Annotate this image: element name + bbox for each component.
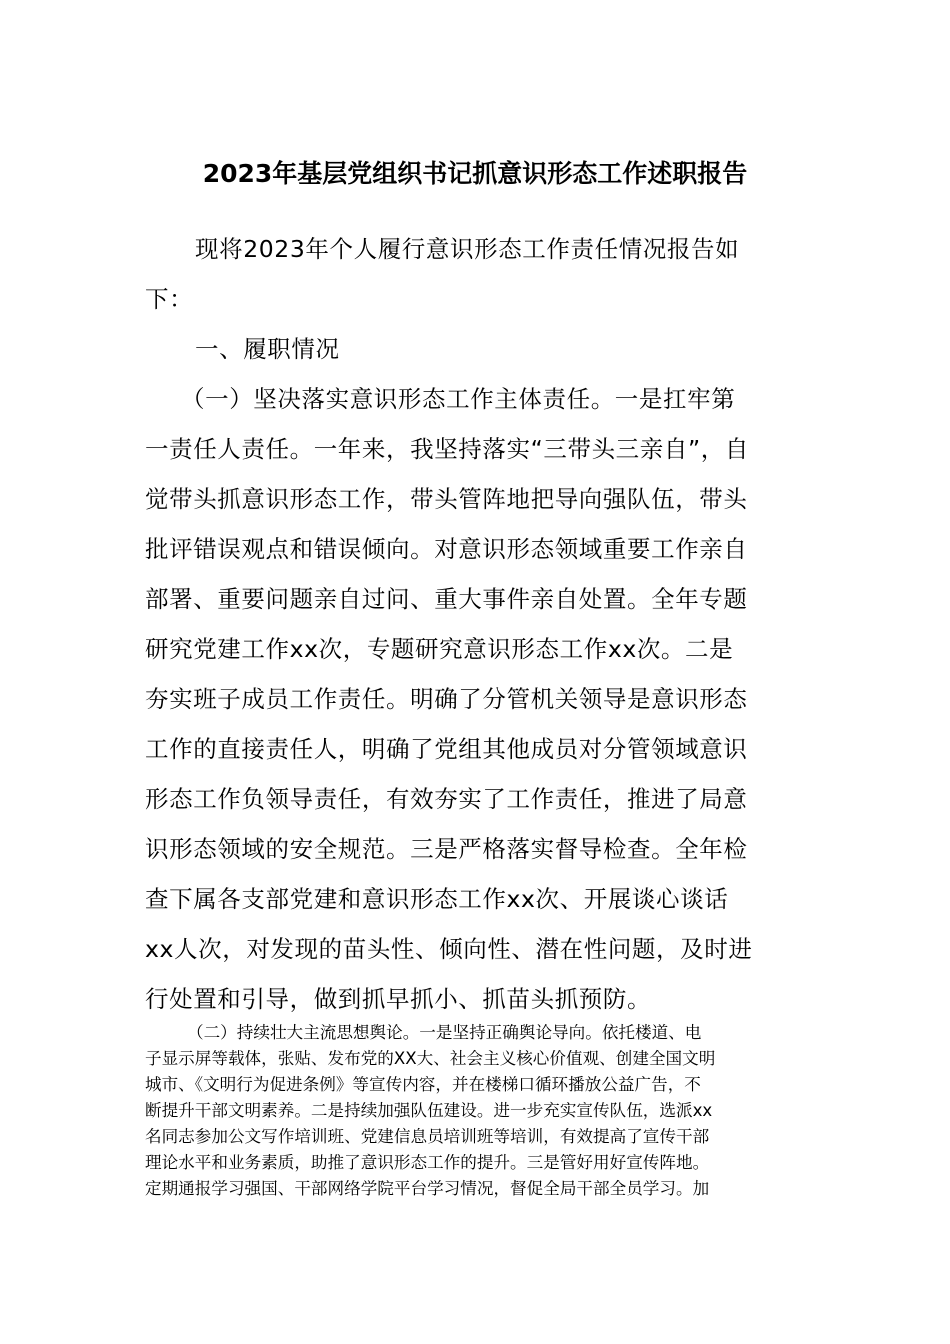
document-title: 2023年基层党组织书记抓意识形态工作述职报告 <box>202 159 748 188</box>
paragraph-line: 夯实班子成员工作责任。明确了分管机关领导是意识形态 <box>145 685 748 713</box>
paragraph-line: 部署、重要问题亲自过问、重大事件亲自处置。全年专题 <box>145 585 748 613</box>
small-paragraph-line: 子显示屏等载体，张贴、发布党的XX大、社会主义核心价值观、创建全国文明 <box>145 1049 716 1068</box>
small-paragraph-line: （二）持续壮大主流思想舆论。一是坚持正确舆论导向。依托楼道、电 <box>187 1023 702 1042</box>
paragraph-line: 研究党建工作xx次，专题研究意识形态工作xx次。二是 <box>145 635 734 663</box>
small-paragraph-line: 城市、《文明行为促进条例》等宣传内容，并在楼梯口循环播放公益广告，不 <box>145 1075 701 1094</box>
paragraph-line: 批评错误观点和错误倾向。对意识形态领域重要工作亲自 <box>145 535 748 563</box>
small-paragraph-line: 理论水平和业务素质，助推了意识形态工作的提升。三是管好用好宣传阵地。 <box>145 1153 710 1172</box>
paragraph-line: 觉带头抓意识形态工作，带头管阵地把导向强队伍，带头 <box>145 485 748 513</box>
paragraph-line: xx人次，对发现的苗头性、倾向性、潜在性问题，及时进 <box>145 935 753 963</box>
intro-line: 下： <box>145 285 194 313</box>
paragraph-line: 形态工作负领导责任，有效夯实了工作责任，推进了局意 <box>145 785 748 813</box>
section-heading: 一、履职情况 <box>195 335 340 363</box>
paragraph-line: 识形态领域的安全规范。三是严格落实督导检查。全年检 <box>145 835 748 863</box>
paragraph-line: 一责任人责任。一年来，我坚持落实“三带头三亲自”，自 <box>145 435 749 463</box>
paragraph-line: 工作的直接责任人，明确了党组其他成员对分管领域意识 <box>145 735 748 763</box>
intro-line: 现将2023年个人履行意识形态工作责任情况报告如 <box>195 235 740 263</box>
small-paragraph-line: 名同志参加公文写作培训班、党建信息员培训班等培训，有效提高了宣传干部 <box>145 1127 710 1146</box>
small-paragraph-line: 定期通报学习强国、干部网络学院平台学习情况，督促全局干部全员学习。加 <box>145 1179 710 1198</box>
paragraph-line: 行处置和引导，做到抓早抓小、抓苗头抓预防。 <box>145 985 652 1013</box>
paragraph-line: 查下属各支部党建和意识形态工作xx次、开展谈心谈话 <box>145 885 729 913</box>
paragraph-line: （一）坚决落实意识形态工作主体责任。一是扛牢第 <box>181 385 736 413</box>
small-paragraph-line: 断提升干部文明素养。二是持续加强队伍建设。进一步充实宣传队伍，选派xx <box>145 1101 713 1120</box>
